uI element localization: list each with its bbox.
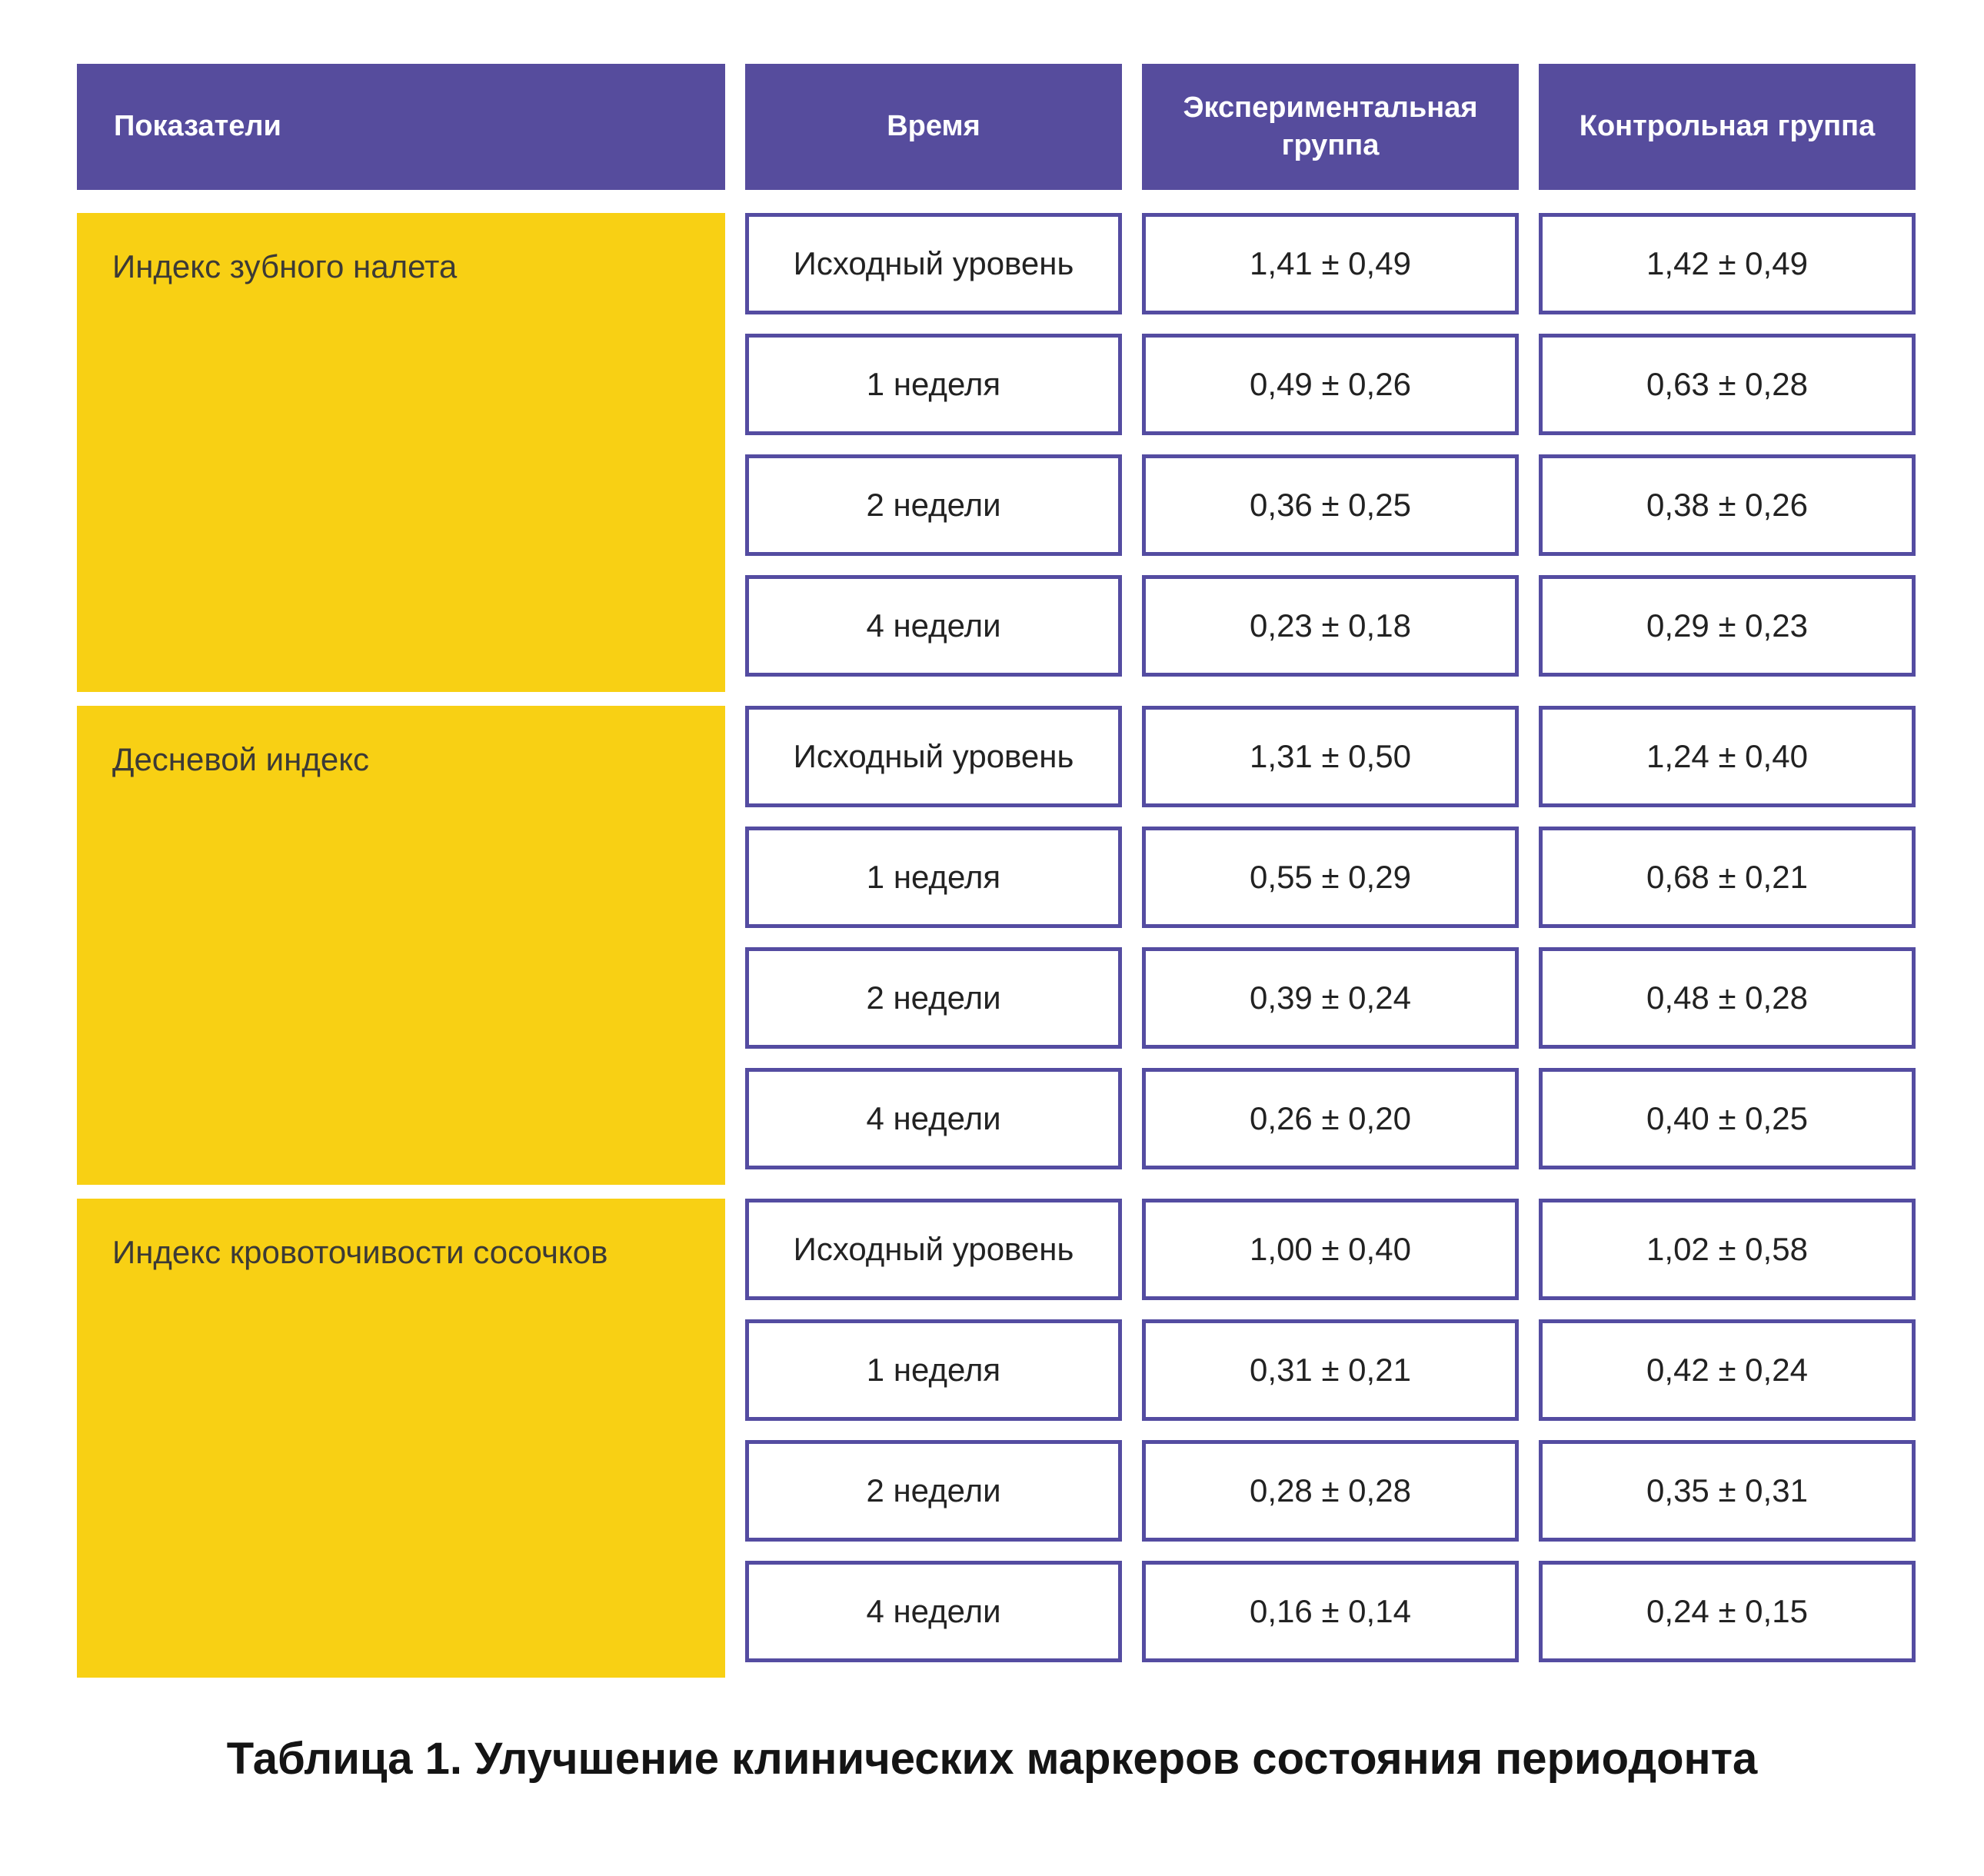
time-cell: Исходный уровень bbox=[745, 706, 1122, 807]
experimental-value-cell: 0,55 ± 0,29 bbox=[1142, 827, 1519, 928]
section-gingival-index bbox=[77, 706, 1916, 1169]
control-value-cell: 0,29 ± 0,23 bbox=[1539, 575, 1916, 677]
row-group-label: Индекс зубного налета bbox=[77, 213, 725, 692]
experimental-value-cell: 0,39 ± 0,24 bbox=[1142, 947, 1519, 1049]
section-papilla-bleeding-index bbox=[77, 1199, 1916, 1662]
control-value-cell: 1,24 ± 0,40 bbox=[1539, 706, 1916, 807]
time-cell: 1 неделя bbox=[745, 827, 1122, 928]
row-group-label: Десневой индекс bbox=[77, 706, 725, 1185]
control-value-cell: 0,35 ± 0,31 bbox=[1539, 1440, 1916, 1542]
experimental-value-cell: 0,31 ± 0,21 bbox=[1142, 1319, 1519, 1421]
time-cell: Исходный уровень bbox=[745, 1199, 1122, 1300]
control-value-cell: 0,40 ± 0,25 bbox=[1539, 1068, 1916, 1169]
experimental-value-cell: 0,16 ± 0,14 bbox=[1142, 1561, 1519, 1662]
experimental-value-cell: 0,49 ± 0,26 bbox=[1142, 334, 1519, 435]
section-plaque-index bbox=[77, 213, 1916, 677]
experimental-value-cell: 1,41 ± 0,49 bbox=[1142, 213, 1519, 314]
time-cell: 2 недели bbox=[745, 947, 1122, 1049]
experimental-value-cell: 0,26 ± 0,20 bbox=[1142, 1068, 1519, 1169]
control-value-cell: 0,48 ± 0,28 bbox=[1539, 947, 1916, 1049]
header-experimental-group: Экспериментальная группа bbox=[1142, 64, 1519, 190]
time-cell: 2 недели bbox=[745, 1440, 1122, 1542]
control-value-cell: 0,38 ± 0,26 bbox=[1539, 454, 1916, 556]
time-cell: 1 неделя bbox=[745, 334, 1122, 435]
time-cell: 4 недели bbox=[745, 1068, 1122, 1169]
experimental-value-cell: 0,23 ± 0,18 bbox=[1142, 575, 1519, 677]
time-cell: 4 недели bbox=[745, 1561, 1122, 1662]
control-value-cell: 0,42 ± 0,24 bbox=[1539, 1319, 1916, 1421]
table-header-row bbox=[77, 64, 1916, 190]
time-cell: 1 неделя bbox=[745, 1319, 1122, 1421]
experimental-value-cell: 0,28 ± 0,28 bbox=[1142, 1440, 1519, 1542]
row-group-label: Индекс кровоточивости сосочков bbox=[77, 1199, 725, 1678]
time-cell: 4 недели bbox=[745, 575, 1122, 677]
control-value-cell: 1,02 ± 0,58 bbox=[1539, 1199, 1916, 1300]
experimental-value-cell: 1,31 ± 0,50 bbox=[1142, 706, 1519, 807]
header-indicators: Показатели bbox=[77, 64, 725, 190]
control-value-cell: 0,68 ± 0,21 bbox=[1539, 827, 1916, 928]
control-value-cell: 0,24 ± 0,15 bbox=[1539, 1561, 1916, 1662]
control-value-cell: 1,42 ± 0,49 bbox=[1539, 213, 1916, 314]
table-caption: Таблица 1. Улучшение клинических маркеров состояния периодонта bbox=[226, 1734, 1758, 1784]
experimental-value-cell: 0,36 ± 0,25 bbox=[1142, 454, 1519, 556]
experimental-value-cell: 1,00 ± 0,40 bbox=[1142, 1199, 1519, 1300]
time-cell: Исходный уровень bbox=[745, 213, 1122, 314]
header-control-group: Контрольная группа bbox=[1539, 64, 1916, 190]
time-cell: 2 недели bbox=[745, 454, 1122, 556]
header-time: Время bbox=[745, 64, 1122, 190]
control-value-cell: 0,63 ± 0,28 bbox=[1539, 334, 1916, 435]
